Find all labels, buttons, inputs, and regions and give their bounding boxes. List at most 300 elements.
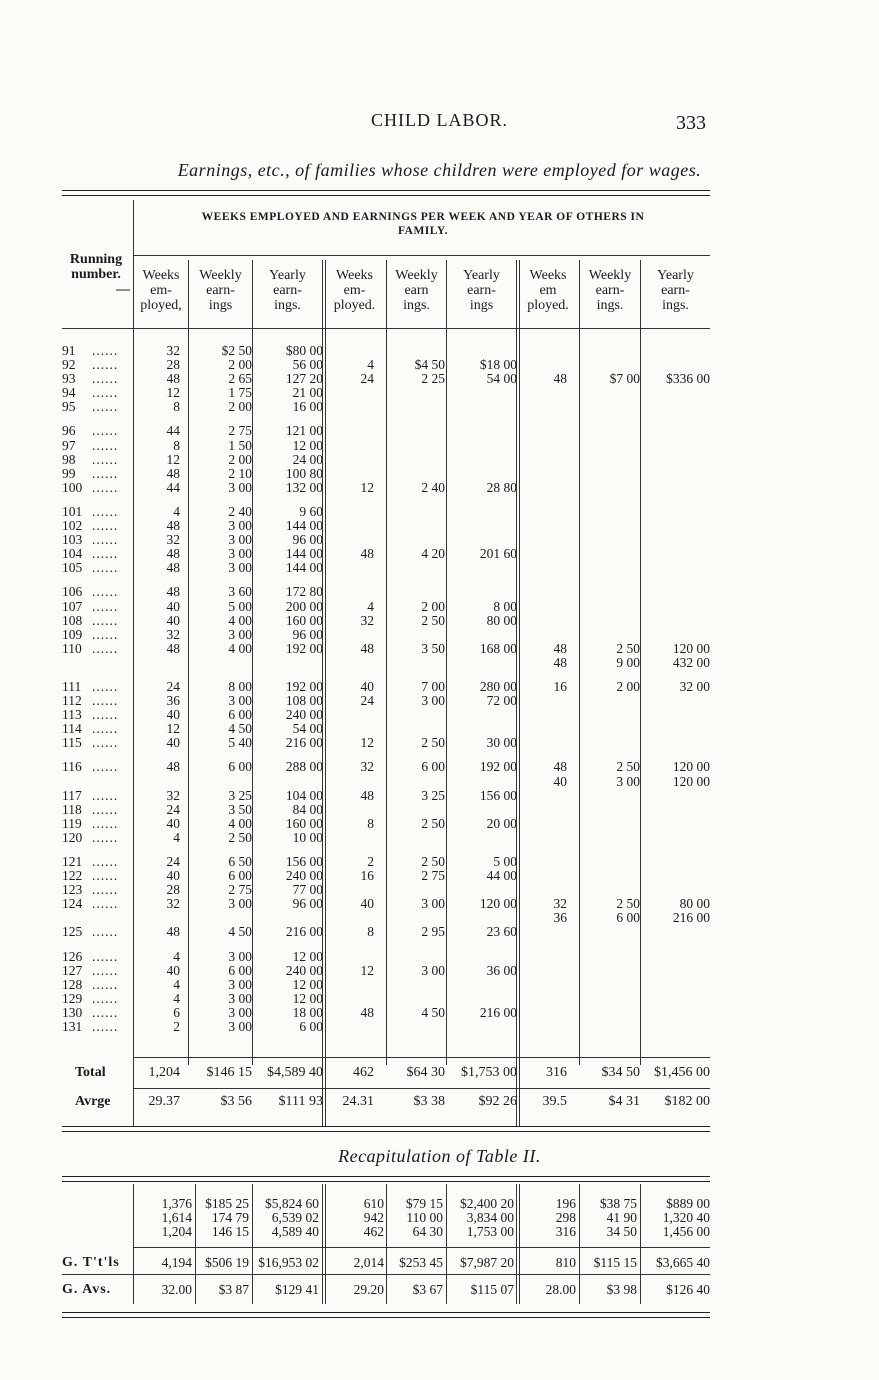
running-number-value: 97 — [62, 437, 76, 453]
table-cell: 80 00 — [486, 612, 517, 628]
table-cell: 2 00 — [228, 357, 252, 373]
table-cell: 144 00 — [285, 546, 323, 562]
dot-leader: ...... — [92, 584, 119, 600]
table-cell: 48 — [553, 654, 567, 670]
running-number-heading-line-2: number. — [71, 267, 121, 282]
page-number: 333 — [676, 112, 706, 134]
running-number — [62, 950, 132, 964]
running-number — [62, 547, 132, 561]
recap-title: Recapitulation of Table II. — [338, 1146, 541, 1166]
total-label: Total — [75, 1065, 106, 1080]
running-number-value: 127 — [62, 962, 83, 978]
running-number-value: 98 — [62, 451, 76, 467]
recap-total-cell: $115 15 — [593, 1255, 637, 1270]
table-bottom-double-rule — [62, 1126, 710, 1132]
table-cell: 84 00 — [292, 801, 323, 817]
table-cell: 54 00 — [292, 721, 323, 737]
running-number-heading: Running number. — — [60, 252, 132, 297]
table-row — [0, 386, 879, 400]
total-cell: $1,456 00 — [654, 1065, 710, 1080]
table-row — [0, 424, 879, 438]
recap-cell: 6,539 02 — [271, 1210, 319, 1225]
average-cell: $182 00 — [664, 1094, 710, 1109]
running-head: CHILD LABOR. — [371, 110, 508, 130]
table-cell: 12 00 — [292, 437, 323, 453]
running-number-value: 108 — [62, 612, 83, 628]
table-cell: 18 00 — [292, 1004, 323, 1020]
table-cell: 3 00 — [421, 693, 445, 709]
running-number-value: 101 — [62, 503, 83, 519]
table-cell: 28 — [166, 882, 180, 898]
running-number — [62, 803, 132, 817]
running-number — [62, 453, 132, 467]
table-row — [0, 439, 879, 453]
table-row — [0, 803, 879, 817]
recap-cell: 110 00 — [406, 1210, 443, 1225]
row-group-gap — [0, 940, 879, 950]
table-cell: 2 50 — [421, 612, 445, 628]
totals-divider — [134, 1088, 710, 1089]
running-number — [62, 439, 132, 453]
table-cell: 32 — [166, 896, 180, 912]
running-number-value: 116 — [62, 759, 82, 775]
table-cell: 2 10 — [228, 465, 252, 481]
table-cell: 3 00 — [228, 1019, 252, 1035]
table-cell: 6 00 — [228, 962, 252, 978]
running-number-value: 96 — [62, 423, 76, 439]
table-cell: 1 50 — [228, 437, 252, 453]
running-number-value: 94 — [62, 385, 76, 401]
recap-cell: 462 — [363, 1224, 384, 1239]
table-cell: 24 00 — [292, 451, 323, 467]
table-row — [0, 680, 879, 694]
running-number — [62, 817, 132, 831]
running-number-value: 100 — [62, 479, 83, 495]
table-cell: 48 — [166, 759, 180, 775]
recap-average-cell: $3 98 — [606, 1282, 637, 1297]
running-number — [62, 722, 132, 736]
table-cell: 12 — [166, 721, 180, 737]
table-row — [0, 628, 879, 642]
table-cell: 2 65 — [228, 371, 252, 387]
running-number — [62, 1006, 132, 1020]
table-row — [0, 481, 879, 495]
table-row — [0, 869, 879, 883]
table-cell: $80 00 — [285, 343, 323, 358]
table-cell: $336 00 — [666, 371, 710, 387]
table-row — [0, 855, 879, 869]
running-number-value: 130 — [62, 1004, 83, 1020]
column-heading — [323, 268, 386, 313]
column-heading — [641, 268, 710, 313]
table-row — [0, 614, 879, 628]
table-cell: 2 — [367, 854, 374, 869]
dot-leader: ...... — [92, 721, 119, 737]
table-cell: 4 20 — [421, 546, 445, 562]
table-cell: 32 — [166, 532, 180, 548]
row-group-gap — [0, 575, 879, 585]
table-cell: 12 — [360, 479, 374, 495]
table-cell: 2 00 — [616, 678, 640, 694]
table-cell: 4 50 — [228, 924, 252, 940]
dot-leader: ...... — [92, 451, 119, 467]
column-heading-line: Weekly — [199, 268, 242, 283]
group-heading-line-1: WEEKS EMPLOYED AND EARNINGS PER WEEK AND YEAR OF OTHERS IN — [201, 211, 645, 223]
recap-total-cell: $7,987 20 — [460, 1255, 514, 1270]
table-row — [0, 547, 879, 561]
table-cell: 40 — [360, 678, 374, 694]
table-cell: 201 60 — [479, 546, 517, 562]
table-cell: 2 00 — [421, 598, 445, 614]
recap-total-cell: 2,014 — [353, 1255, 384, 1270]
table-cell: 121 00 — [285, 423, 323, 439]
table-cell: 4 — [367, 598, 374, 614]
table-cell: 9 00 — [616, 654, 640, 670]
table-cell: 156 00 — [479, 787, 517, 803]
running-number — [62, 600, 132, 614]
group-heading — [136, 210, 710, 238]
running-number — [62, 561, 132, 575]
table-cell: 160 00 — [285, 815, 323, 831]
table-cell: 7 00 — [421, 678, 445, 694]
running-number — [62, 400, 132, 414]
running-number-value: 102 — [62, 518, 83, 534]
table-cell: $7 00 — [609, 371, 640, 387]
table-cell: 2 00 — [228, 399, 252, 415]
table-row — [0, 789, 879, 803]
table-cell: 192 00 — [285, 678, 323, 694]
running-number — [62, 467, 132, 481]
recap-average-cell: $115 07 — [470, 1282, 514, 1297]
dot-leader: ...... — [92, 829, 119, 845]
dot-leader: ...... — [92, 759, 119, 775]
table-cell: 6 00 — [228, 759, 252, 775]
dot-leader: ...... — [92, 735, 119, 751]
table-row — [0, 358, 879, 372]
table-row — [0, 911, 879, 925]
dot-leader: ...... — [92, 882, 119, 898]
recap-top-double-rule — [62, 1176, 710, 1182]
table-cell: 2 00 — [228, 451, 252, 467]
table-cell: 2 50 — [421, 735, 445, 751]
table-cell: 32 — [553, 896, 567, 912]
table-cell: 108 00 — [285, 693, 323, 709]
table-row — [0, 519, 879, 533]
running-number-value: 107 — [62, 598, 83, 614]
table-cell: 1 75 — [228, 385, 252, 401]
running-number-value: 105 — [62, 560, 83, 576]
table-cell: 240 00 — [285, 707, 323, 723]
dot-leader: ...... — [92, 423, 119, 439]
table-cell: 32 — [166, 626, 180, 642]
running-number-value: 114 — [62, 721, 82, 737]
table-cell: 12 — [360, 735, 374, 751]
running-number — [62, 694, 132, 708]
table-cell: 32 00 — [679, 678, 710, 694]
column-heading-line: Weeks — [336, 268, 373, 283]
top-double-rule — [62, 190, 710, 196]
total-cell: $1,753 00 — [461, 1065, 517, 1080]
recap-cell: 3,834 00 — [466, 1210, 514, 1225]
running-number — [62, 869, 132, 883]
table-cell: 48 — [360, 546, 374, 562]
dot-leader: ...... — [92, 962, 119, 978]
column-heading-line: ings — [208, 298, 233, 313]
recap-cell: 1,456 00 — [662, 1224, 710, 1239]
table-cell: 10 00 — [292, 829, 323, 845]
table-cell: 3 00 — [421, 962, 445, 978]
recap-average-cell: 29.20 — [353, 1282, 384, 1297]
column-heading-line: Weeks — [529, 268, 567, 283]
table-cell: 6 00 — [616, 910, 640, 926]
table-cell: 4 50 — [228, 721, 252, 737]
table-cell: 48 — [360, 640, 374, 656]
table-cell: 4 — [173, 976, 180, 992]
column-heading-line: ployed. — [527, 298, 569, 313]
table-cell: 2 50 — [616, 640, 640, 656]
dot-leader: ...... — [92, 479, 119, 495]
running-number — [62, 481, 132, 495]
table-cell: 48 — [166, 465, 180, 481]
table-row — [0, 372, 879, 386]
table-cell: 5 40 — [228, 735, 252, 751]
table-cell: 3 00 — [228, 560, 252, 576]
column-heading-line: Yearly — [463, 268, 500, 283]
dot-leader: ...... — [92, 976, 119, 992]
table-cell: 160 00 — [285, 612, 323, 628]
running-number — [62, 708, 132, 722]
table-cell: 168 00 — [479, 640, 517, 656]
running-number-value: 125 — [62, 924, 83, 940]
table-row — [0, 817, 879, 831]
table-cell: 40 — [166, 735, 180, 751]
group-heading-line-2: FAMILY. — [397, 225, 449, 237]
table-cell: 127 20 — [285, 371, 323, 387]
average-label: Avrge — [75, 1094, 111, 1109]
running-number — [62, 855, 132, 869]
column-heading — [189, 268, 252, 313]
table-cell: 12 00 — [292, 948, 323, 964]
table-cell: 288 00 — [285, 759, 323, 775]
table-cell: 54 00 — [486, 371, 517, 387]
average-cell: $3 56 — [220, 1094, 252, 1109]
table-cell: 72 00 — [486, 693, 517, 709]
table-row — [0, 585, 879, 599]
row-group-gap — [0, 495, 879, 505]
table-cell: 96 00 — [292, 896, 323, 912]
table-cell: 5 00 — [493, 854, 517, 869]
running-number-value: 95 — [62, 399, 76, 415]
dot-leader: ...... — [92, 640, 119, 656]
table-cell: 3 60 — [228, 584, 252, 600]
table-cell: 2 75 — [228, 423, 252, 439]
table-row — [0, 964, 879, 978]
running-number — [62, 831, 132, 845]
recap-total-cell: $16,953 02 — [258, 1255, 319, 1270]
table-cell: 32 — [360, 759, 374, 775]
running-number-value: 92 — [62, 357, 76, 373]
column-heading-line: em — [539, 283, 557, 298]
recap-cell: 1,376 — [161, 1196, 192, 1211]
table-row — [0, 467, 879, 481]
total-cell: $4,589 40 — [267, 1065, 323, 1080]
table-cell: 40 — [166, 707, 180, 723]
table-cell: 6 50 — [228, 854, 252, 869]
running-number-value: 115 — [62, 735, 82, 751]
recap-cell: $889 00 — [666, 1196, 710, 1211]
column-heading — [580, 268, 640, 313]
table-cell: 3 00 — [228, 693, 252, 709]
table-row — [0, 656, 879, 670]
running-number-value: 113 — [62, 707, 82, 723]
recap-cell: 942 — [363, 1210, 384, 1225]
recap-cell: 1,204 — [161, 1224, 192, 1239]
table-cell: 2 — [173, 1019, 180, 1035]
column-heading-line: ings. — [403, 298, 430, 313]
running-number — [62, 614, 132, 628]
recap-total-cell: 810 — [555, 1255, 576, 1270]
table-cell: 36 — [553, 910, 567, 926]
table-cell: 8 — [173, 437, 180, 453]
table-cell: 40 — [166, 598, 180, 614]
table-cell: 36 — [166, 693, 180, 709]
dot-leader: ...... — [92, 924, 119, 940]
table-cell: 3 00 — [228, 518, 252, 534]
dot-leader: ...... — [92, 896, 119, 912]
running-number — [62, 1020, 132, 1034]
table-cell: 192 00 — [285, 640, 323, 656]
table-cell: 48 — [553, 759, 567, 775]
table-cell: 144 00 — [285, 560, 323, 576]
table-cell: 2 40 — [421, 479, 445, 495]
dot-leader: ...... — [92, 385, 119, 401]
recap-cell: 146 15 — [211, 1224, 249, 1239]
table-cell: 12 00 — [292, 990, 323, 1006]
running-number — [62, 992, 132, 1006]
table-row — [0, 505, 879, 519]
column-heading-line: Weeks — [142, 268, 180, 283]
table-cell: 2 50 — [228, 829, 252, 845]
recap-averages-rule — [62, 1274, 710, 1275]
recap-average-cell: $129 41 — [275, 1282, 319, 1297]
dot-leader: ...... — [92, 371, 119, 387]
table-cell: 48 — [166, 640, 180, 656]
recap-bottom-double-rule — [62, 1312, 710, 1318]
table-cell: 8 — [367, 815, 374, 831]
table-cell: 3 25 — [421, 787, 445, 803]
table-cell: 192 00 — [479, 759, 517, 775]
recap-cell: 34 50 — [606, 1224, 637, 1239]
table-cell: 5 00 — [228, 598, 252, 614]
running-number — [62, 424, 132, 438]
dot-leader: ...... — [92, 626, 119, 642]
table-row — [0, 600, 879, 614]
table-cell: $2 50 — [221, 343, 252, 358]
recap-averages-label: G. Avs. — [62, 1282, 112, 1297]
table-cell: 12 — [166, 385, 180, 401]
table-cell: 3 00 — [228, 532, 252, 548]
table-cell: 24 — [360, 371, 374, 387]
table-row — [0, 400, 879, 414]
table-cell: 3 00 — [228, 479, 252, 495]
dot-leader: ...... — [92, 693, 119, 709]
dot-leader: ...... — [92, 357, 119, 373]
table-cell: 4 00 — [228, 612, 252, 628]
column-heading — [517, 268, 579, 313]
running-number — [62, 760, 132, 774]
table-cell: 28 — [166, 357, 180, 373]
total-cell: $34 50 — [601, 1065, 640, 1080]
table-cell: 9 60 — [299, 503, 323, 519]
table-cell: 24 — [360, 693, 374, 709]
recap-cell: 298 — [555, 1210, 576, 1225]
column-heading-line: em- — [150, 283, 172, 298]
running-number — [62, 736, 132, 750]
table-cell: 48 — [166, 546, 180, 562]
dot-leader: ...... — [92, 560, 119, 576]
table-cell: 44 — [166, 423, 180, 439]
table-cell: 12 — [166, 451, 180, 467]
column-heading — [253, 268, 322, 313]
running-number — [62, 642, 132, 656]
table-cell: 120 00 — [672, 640, 710, 656]
totals-rule — [134, 1057, 710, 1058]
table-row — [0, 760, 879, 774]
table-cell: 8 00 — [228, 678, 252, 694]
running-number-value: 117 — [62, 787, 82, 803]
table-cell: 4 00 — [228, 640, 252, 656]
table-body — [0, 344, 879, 1034]
recap-total-cell: 4,194 — [161, 1255, 192, 1270]
running-number-value: 104 — [62, 546, 83, 562]
table-cell: 8 00 — [493, 598, 517, 614]
running-number — [62, 789, 132, 803]
table-cell: 16 — [553, 678, 567, 694]
table-cell: 3 00 — [228, 1004, 252, 1020]
average-cell: $4 31 — [608, 1094, 640, 1109]
running-number — [62, 372, 132, 386]
table-row — [0, 1020, 879, 1034]
recap-cell: 1,753 00 — [466, 1224, 514, 1239]
running-number-value: 103 — [62, 532, 83, 548]
table-cell: 40 — [360, 896, 374, 912]
running-number — [62, 386, 132, 400]
table-cell: 96 00 — [292, 532, 323, 548]
table-cell: 48 — [166, 560, 180, 576]
table-cell: 36 00 — [486, 962, 517, 978]
recap-cell: 41 90 — [606, 1210, 637, 1225]
table-cell: 48 — [166, 518, 180, 534]
average-cell: 24.31 — [342, 1094, 374, 1109]
table-cell: 8 — [367, 924, 374, 940]
table-cell: 4 50 — [421, 1004, 445, 1020]
recap-cell: 64 30 — [412, 1224, 443, 1239]
table-cell: 24 — [166, 801, 180, 817]
average-cell: $3 38 — [413, 1094, 445, 1109]
running-number — [62, 964, 132, 978]
table-cell: 4 — [173, 829, 180, 845]
table-cell: 32 — [166, 787, 180, 803]
table-cell: 216 00 — [285, 924, 323, 940]
table-cell: 30 00 — [486, 735, 517, 751]
table-cell: 2 25 — [421, 371, 445, 387]
table-cell: 240 00 — [285, 868, 323, 884]
dot-leader: ...... — [92, 546, 119, 562]
recap-average-cell: 32.00 — [161, 1282, 192, 1297]
table-cell: 120 00 — [479, 896, 517, 912]
table-cell: 156 00 — [285, 854, 323, 869]
running-number-value: 121 — [62, 854, 83, 869]
